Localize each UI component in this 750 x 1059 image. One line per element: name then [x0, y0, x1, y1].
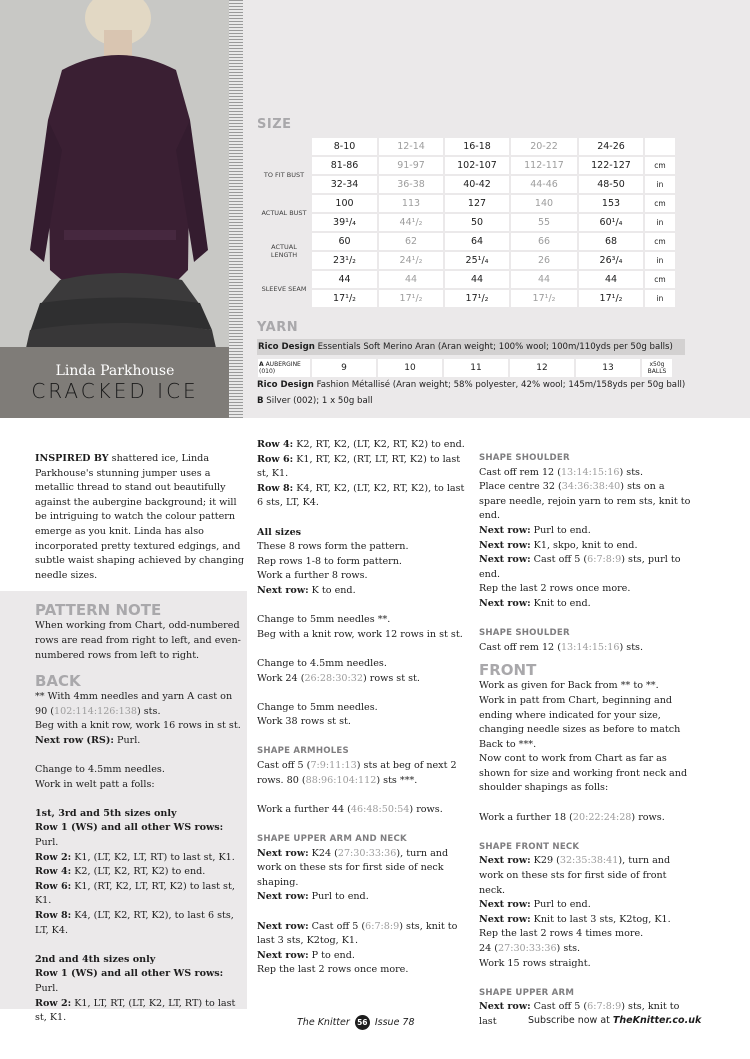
table-cell: 44-46 [511, 176, 577, 193]
table-cell: 8-10 [312, 138, 377, 155]
table-cell: 50 [445, 214, 509, 231]
table-cell: 112-117 [511, 157, 577, 174]
table-cell: 13 [576, 359, 640, 377]
back-heading: BACK [35, 672, 81, 691]
table-row [258, 233, 675, 250]
front-heading: FRONT [479, 661, 537, 680]
sizes-135-subheading: 1st, 3rd and 5th sizes only [35, 807, 177, 819]
table-cell: 24¹/₂ [379, 252, 443, 269]
size-heading: SIZE [257, 117, 292, 132]
table-cell: 12 [510, 359, 574, 377]
table-cell: 26³/₄ [579, 252, 643, 269]
table-cell: 9 [312, 359, 376, 377]
column-2: Row 4: K2, RT, K2, (LT, K2, RT, K2) to end. Row 6: K1, RT, K2, (RT, LT, RT, K2) to last st, K1. Row 8: K4, RT, K2, (LT, K2, RT, K2), to last 6 sts, LT, K4. All sizes These 8 rows form the pattern. Rep rows 1-8 to form pattern. Work a further 8 rows. Next row: K to end. Change to 5mm needles **. Beg with a knit row, work 12 rows in st st. Change to 4.5mm needles. Work 24 (26:28:30:32) rows st st. Change to 5mm needles. Work 38 rows st st. SHAPE ARMHOLES Cast off 5 (7:9:11:13) sts at beg of next 2 rows. 80 (88:96:104:112) sts ***. Work a further 44 (46:48:50:54) rows. SHAPE UPPER ARM AND NECK Next row: K24 (27:30:33:36), turn and work on these sts for first side of neck shaping. Next row: Purl to end. Next row: Cast off 5 (6:7:8:9) sts, knit to last 3 sts, K2tog, K1. Next row: P to end. Rep the last 2 rows once more. [257, 438, 469, 978]
shape-upper-arm-heading: SHAPE UPPER ARM [479, 987, 575, 998]
table-cell: 48-50 [579, 176, 643, 193]
intro-text: INSPIRED BY shattered ice, Linda Parkhouse's stunning jumper uses a metallic thread to stand out beautifully against the aubergine background; it will be intriguing to watch the colour pattern emerge as you knit. Linda has also incorporated pretty textured edgings, and subtle waist shaping achieved by changing needle sizes. [35, 453, 245, 581]
yarn-heading: YARN [257, 320, 299, 335]
balls-table [256, 357, 674, 379]
unit-cell: in [645, 176, 675, 193]
table-cell: 113 [379, 195, 443, 212]
shape-shoulder-heading-2: SHAPE SHOULDER [479, 628, 570, 639]
page-number: 56 [355, 1015, 370, 1030]
table-row [258, 359, 672, 377]
table-cell: 81-86 [312, 157, 377, 174]
table-cell: 32-34 [312, 176, 377, 193]
table-cell: 44¹/₂ [379, 214, 443, 231]
yarn-a-description: Rico Design Essentials Soft Merino Aran (Aran weight; 100% wool; 100m/110yds per 50g balls) [257, 339, 685, 355]
table-row [258, 157, 675, 174]
table-cell: 44 [579, 271, 643, 288]
unit-cell: cm [645, 195, 675, 212]
table-cell: 153 [579, 195, 643, 212]
subscribe-link[interactable]: TheKnitter.co.uk [612, 1015, 702, 1026]
unit-cell: cm [645, 271, 675, 288]
table-cell: 102-107 [445, 157, 509, 174]
all-sizes-subheading: All sizes [257, 526, 302, 538]
table-cell: 16-18 [445, 138, 509, 155]
shape-shoulder-heading: SHAPE SHOULDER [479, 453, 570, 463]
table-cell: 12-14 [379, 138, 443, 155]
table-cell: 62 [379, 233, 443, 250]
footer-issue: The Knitter 56 Issue 78 [297, 1017, 415, 1028]
table-row [258, 176, 675, 193]
table-row [258, 138, 675, 155]
table-cell: 17¹/₂ [312, 290, 377, 307]
sizes-24-subheading: 2nd and 4th sizes only [35, 953, 156, 965]
unit-cell: in [645, 252, 675, 269]
table-cell: 66 [511, 233, 577, 250]
size-table [256, 136, 677, 309]
pattern-title: CRACKED ICE [31, 379, 199, 403]
table-cell: 60¹/₄ [579, 214, 643, 231]
table-cell: 140 [511, 195, 577, 212]
pattern-note-text: When working from Chart, odd-numbered rows are read from right to left, and even-numbered rows from left to right. [35, 620, 241, 661]
row-label: ACTUAL LENGTH [258, 233, 310, 269]
table-cell: 68 [579, 233, 643, 250]
table-row [258, 214, 675, 231]
table-cell: 17¹/₂ [445, 290, 509, 307]
table-cell: 20-22 [511, 138, 577, 155]
unit-cell: cm [645, 233, 675, 250]
yarn-b-colour: B Silver (002); 1 x 50g ball [257, 396, 373, 406]
table-cell: 122-127 [579, 157, 643, 174]
table-cell: 17¹/₂ [579, 290, 643, 307]
row-label: SLEEVE SEAM [258, 271, 310, 307]
table-cell: 55 [511, 214, 577, 231]
yarn-b-description: Rico Design Fashion Métallisé (Aran weight; 58% polyester, 42% wool; 145m/158yds per 50g ball) [257, 380, 686, 390]
table-cell: 127 [445, 195, 509, 212]
row-label: TO FIT BUST [258, 157, 310, 193]
table-cell: 23¹/₂ [312, 252, 377, 269]
unit-cell: cm [645, 157, 675, 174]
table-cell: 91-97 [379, 157, 443, 174]
table-row [258, 195, 675, 212]
table-row [258, 271, 675, 288]
table-cell: 64 [445, 233, 509, 250]
column-1: INSPIRED BY shattered ice, Linda Parkhouse's stunning jumper uses a metallic thread to stand out beautifully against the aubergine background; it will be intriguing to watch the colour pattern emerge as you knit. Linda has also incorporated pretty textured edgings, and subtle waist shaping achieved by changing needle sizes. PATTERN NOTE When working from Chart, odd-numbered rows are read from right to left, and even-numbered rows from left to right. BACK ** With 4mm needles and yarn A cast on 90 (102:114:126:138) sts. Beg with a knit row, work 16 rows in st st. Next row (RS): Purl. Change to 4.5mm needles. Work in welt patt a folls: 1st, 3rd and 5th sizes only Row 1 (WS) and all other WS rows: Purl. Row 2: K1, (LT, K2, LT, RT) to last st, K1. Row 4: K2, (LT, K2, RT, K2) to end. Row 6: K1, (RT, K2, LT, RT, K2) to last st, K1. Row 8: K4, (LT, K2, RT, K2), to last 6 sts, LT, K4. 2nd and 4th sizes only Row 1 (WS) and all other WS rows: Purl. Row 2: K1, LT, RT, (LT, K2, LT, RT) to last st, K1. [35, 452, 247, 1026]
table-cell: 100 [312, 195, 377, 212]
table-cell: 24-26 [579, 138, 643, 155]
unit-cell: in [645, 214, 675, 231]
table-cell: 44 [312, 271, 377, 288]
colour-label: A AUBERGINE (010) [258, 359, 310, 377]
table-cell: 17¹/₂ [379, 290, 443, 307]
table-cell: 10 [378, 359, 442, 377]
table-cell: 40-42 [445, 176, 509, 193]
column-3: SHAPE SHOULDER Cast off rem 12 (13:14:15:16) sts. Place centre 32 (34:36:38:40) sts on a spare needle, rejoin yarn to rem sts, knit to end. Next row: Purl to end. Next row: K1, skpo, knit to end. Next row: Cast off 5 (6:7:8:9) sts, purl to end. Rep the last 2 rows once more. Next row: Knit to end. SHAPE SHOULDER Cast off rem 12 (13:14:15:16) sts. FRONT Work as given for Back from ** to **. Work in patt from Chart, beginning and ending where indicated for your size, changing needle sizes as before to match Back to ***. Now cont to work from Chart as far as shown for size and working front neck and shoulder shapings as folls: Work a further 18 (20:22:24:28) rows. SHAPE FRONT NECK Next row: K29 (32:35:38:41), turn and work on these sts for first side of front neck. Next row: Purl to end. Next row: Knit to last 3 sts, K2tog, K1. Rep the last 2 rows 4 times more. 24 (27:30:33:36) sts. Work 15 rows straight. SHAPE UPPER ARM Next row: Cast off 5 (6:7:8:9) sts, knit to last [479, 451, 693, 1030]
table-cell: 60 [312, 233, 377, 250]
table-cell: 11 [444, 359, 508, 377]
shape-front-neck-heading: SHAPE FRONT NECK [479, 841, 580, 852]
caption-bar [0, 347, 230, 418]
table-cell: 44 [379, 271, 443, 288]
shape-upper-arm-neck-heading: SHAPE UPPER ARM AND NECK [257, 834, 407, 845]
row-label: ACTUAL BUST [258, 195, 310, 231]
table-cell: 39¹/₄ [312, 214, 377, 231]
table-cell: 26 [511, 252, 577, 269]
unit-cell: in [645, 290, 675, 307]
designer-name: Linda Parkhouse [55, 363, 175, 379]
binding-spiral [229, 0, 243, 418]
unit-cell: x50g BALLS [642, 359, 672, 377]
table-row [258, 290, 675, 307]
table-cell: 25¹/₄ [445, 252, 509, 269]
table-row [258, 252, 675, 269]
table-cell: 44 [445, 271, 509, 288]
table-cell: 44 [511, 271, 577, 288]
footer-subscribe: Subscribe now at TheKnitter.co.uk [528, 1015, 702, 1026]
shape-armholes-heading: SHAPE ARMHOLES [257, 746, 349, 757]
table-cell: 36-38 [379, 176, 443, 193]
table-cell: 17¹/₂ [511, 290, 577, 307]
pattern-note-heading: PATTERN NOTE [35, 601, 162, 620]
